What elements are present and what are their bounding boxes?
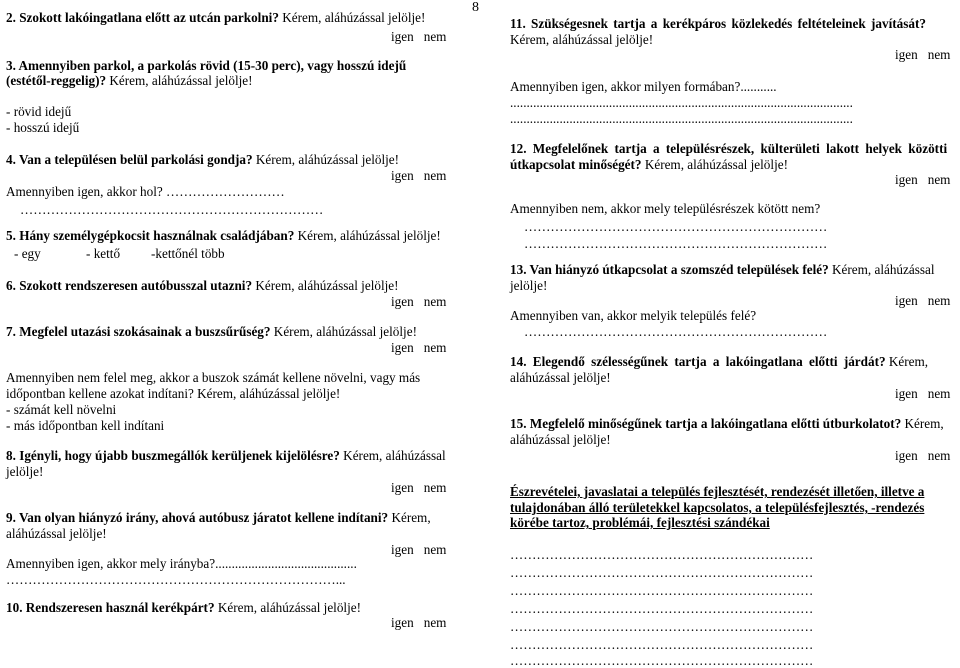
- question-12: 12. Megfelelőnek tartja a településrészek, külterületi lakott helyek közötti: [510, 141, 948, 156]
- question-8-cont: jelölje!: [6, 464, 44, 479]
- question-7: 7. Megfelel utazási szokásainak a buszsűrűség? Kérem, aláhúzással jelölje!: [6, 324, 417, 339]
- question-10: 10. Rendszeresen használ kerékpárt? Kérem, aláhúzással jelölje!: [6, 600, 362, 615]
- q13-dots: ……………………………………………………………: [524, 324, 828, 339]
- page-number: 8: [472, 0, 479, 15]
- q7-option-increase[interactable]: - számát kell növelni: [6, 402, 117, 417]
- q4-where: Amennyiben igen, akkor hol? ………………………: [6, 184, 285, 199]
- yes-no-q6[interactable]: igen nem: [391, 294, 447, 309]
- remarks-line-4[interactable]: ……………………………………………………………: [510, 601, 814, 616]
- question-6: 6. Szokott rendszeresen autóbusszal utazni? Kérem, aláhúzással jelölje!: [6, 278, 399, 293]
- remarks-line-6[interactable]: ……………………………………………………………: [510, 637, 814, 652]
- q12-dots-1: ……………………………………………………………: [524, 219, 828, 234]
- question-4: 4. Van a településen belül parkolási gondja? Kérem, aláhúzással jelölje!: [6, 152, 400, 167]
- question-5: 5. Hány személygépkocsit használnak családjában? Kérem, aláhúzással jelölje!: [6, 228, 441, 243]
- q11-dots-2: ........................................................................................................: [510, 111, 853, 126]
- q7-followup-cont: időpontban kellene azokat indítani? Kérem, aláhúzással jelölje!: [6, 386, 341, 401]
- question-2: 2. Szokott lakóingatlana előtt az utcán parkolni? Kérem, aláhúzással jelölje!: [6, 10, 426, 25]
- remarks-line-7[interactable]: ……………………………………………………………: [510, 653, 814, 668]
- q4-dots: ……………………………………………………………: [20, 202, 324, 217]
- question-11: 11. Szükségesnek tartja a kerékpáros közlekedés feltételeinek javítását?: [510, 16, 926, 31]
- q5-option-one[interactable]: - egy: [14, 246, 41, 261]
- question-9: 9. Van olyan hiányzó irány, ahová autóbusz járatot kellene indítani? Kérem,: [6, 510, 431, 525]
- question-11-cont: Kérem, aláhúzással jelölje!: [510, 32, 654, 47]
- remarks-heading-2: tulajdonában álló területekkel kapcsolatos, a településfejlesztés, -rendezés: [510, 500, 925, 515]
- q3-option-long[interactable]: - hosszú idejű: [6, 120, 80, 135]
- remarks-line-1[interactable]: ……………………………………………………………: [510, 547, 814, 562]
- yes-no-q13[interactable]: igen nem: [895, 293, 951, 308]
- yes-no-q2[interactable]: igen nem: [391, 29, 447, 44]
- yes-no-q10[interactable]: igen nem: [391, 615, 447, 630]
- q5-option-two[interactable]: - kettő: [86, 246, 121, 261]
- question-3-cont: (estétől-reggelig)? Kérem, aláhúzással jelölje!: [6, 73, 253, 88]
- q11-dots-1: ........................................................................................................: [510, 95, 853, 110]
- q3-option-short[interactable]: - rövid idejű: [6, 104, 72, 119]
- question-14-cont: aláhúzással jelölje!: [510, 370, 611, 385]
- remarks-line-3[interactable]: ……………………………………………………………: [510, 583, 814, 598]
- q12-which: Amennyiben nem, akkor mely településrészek kötött nem?: [510, 201, 821, 216]
- remarks-line-2[interactable]: ……………………………………………………………: [510, 565, 814, 580]
- yes-no-q8[interactable]: igen nem: [391, 480, 447, 495]
- yes-no-q7[interactable]: igen nem: [391, 340, 447, 355]
- question-13-cont: jelölje!: [510, 278, 548, 293]
- yes-no-q4[interactable]: igen nem: [391, 168, 447, 183]
- question-15-cont: aláhúzással jelölje!: [510, 432, 611, 447]
- yes-no-q14[interactable]: igen nem: [895, 386, 951, 401]
- q9-dots: …………………………………………………………………...: [6, 572, 346, 587]
- q11-form: Amennyiben igen, akkor milyen formában?...........: [510, 79, 777, 94]
- question-15: 15. Megfelelő minőségűnek tartja a lakóingatlana előtti útburkolatot? Kérem,: [510, 416, 944, 431]
- yes-no-q12[interactable]: igen nem: [895, 172, 951, 187]
- remarks-heading-3: körébe tartoz, problémái, fejlesztési szándékai: [510, 515, 770, 530]
- yes-no-q9[interactable]: igen nem: [391, 542, 447, 557]
- q5-option-more[interactable]: -kettőnél több: [151, 246, 225, 261]
- remarks-heading-1: Észrevételei, javaslatai a település fejlesztését, rendezését illetően, illetve a: [510, 484, 925, 499]
- q12-dots-2: ……………………………………………………………: [524, 236, 828, 251]
- remarks-line-5[interactable]: ……………………………………………………………: [510, 619, 814, 634]
- question-8: 8. Igényli, hogy újabb buszmegállók kerüljenek kijelölésre? Kérem, aláhúzással: [6, 448, 446, 463]
- yes-no-q15[interactable]: igen nem: [895, 448, 951, 463]
- question-9-cont: aláhúzással jelölje!: [6, 526, 107, 541]
- question-3: 3. Amennyiben parkol, a parkolás rövid (15-30 perc), vagy hosszú idejű: [6, 58, 407, 73]
- q13-which: Amennyiben van, akkor melyik település felé?: [510, 308, 757, 323]
- q7-option-reschedule[interactable]: - más időpontban kell indítani: [6, 418, 165, 433]
- q7-followup: Amennyiben nem felel meg, akkor a buszok számát kellene növelni, vagy más: [6, 370, 421, 385]
- question-13: 13. Van hiányzó útkapcsolat a szomszéd települések felé? Kérem, aláhúzással: [510, 262, 935, 277]
- question-12-cont: útkapcsolat minőségét? Kérem, aláhúzással jelölje!: [510, 157, 788, 172]
- yes-no-q11[interactable]: igen nem: [895, 47, 951, 62]
- question-14: 14. Elegendő szélességűnek tartja a lakóingatlana előtti járdát? Kérem,: [510, 354, 929, 369]
- q9-where: Amennyiben igen, akkor mely irányba?...........................................: [6, 556, 357, 571]
